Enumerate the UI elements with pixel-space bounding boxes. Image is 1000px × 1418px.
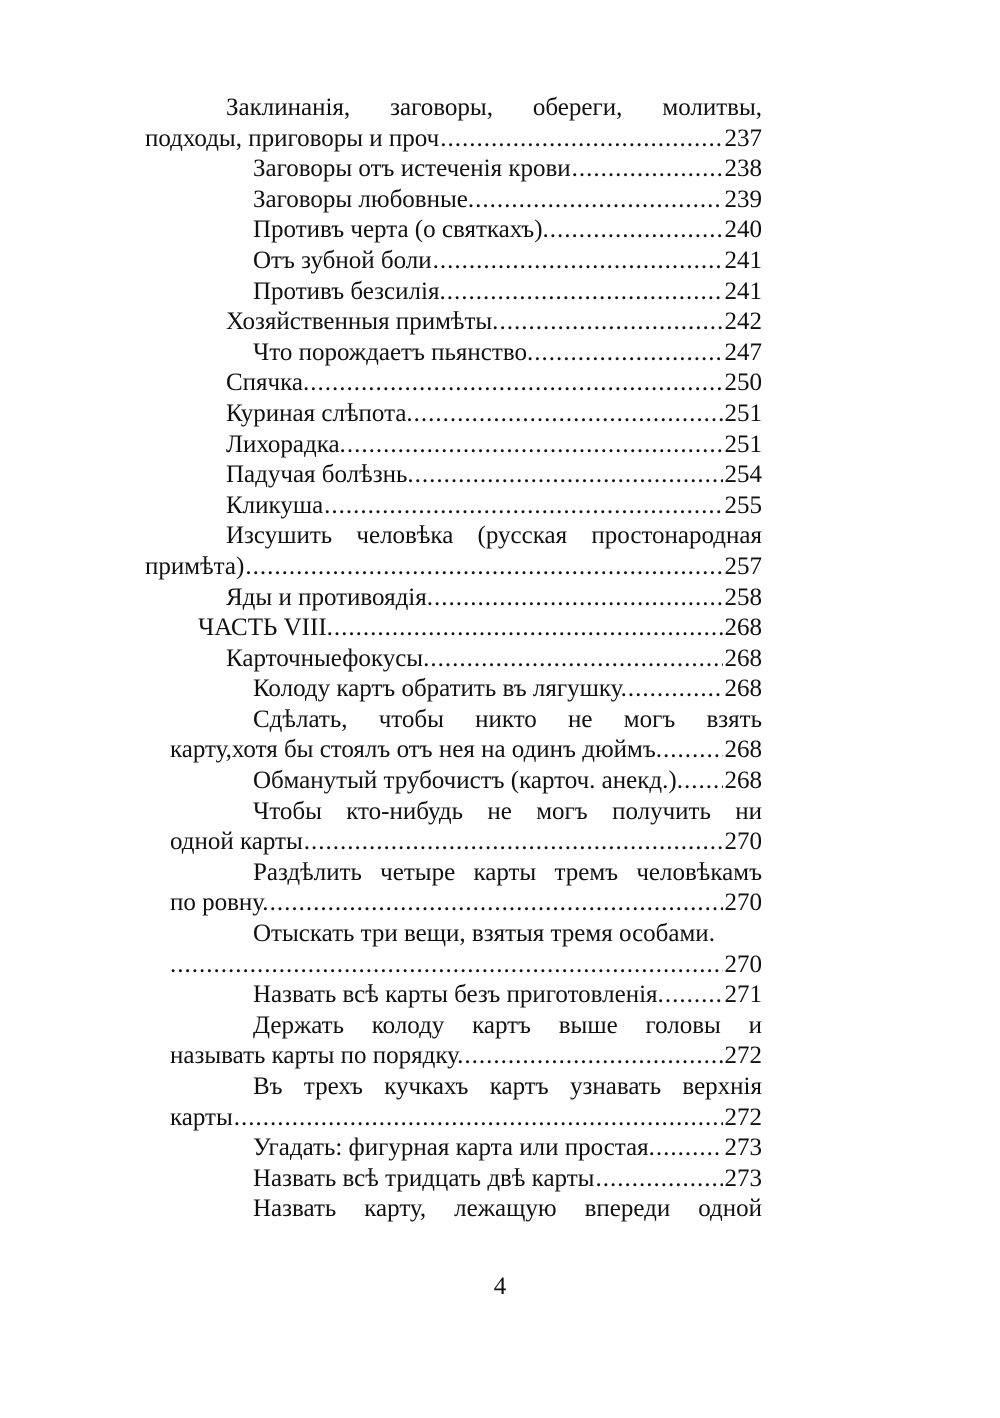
- dot-leader: [628, 674, 723, 704]
- dot-leader: [550, 215, 723, 245]
- toc-line: [0, 93, 1000, 124]
- toc-page-number: 271: [724, 981, 762, 1009]
- toc-entry-text: Сдѣлать, чтобы никто не могъ взять: [253, 705, 762, 733]
- toc-entry: [145, 124, 762, 154]
- toc-page-number: 250: [724, 369, 762, 397]
- toc-entry: [226, 644, 762, 674]
- toc-page-number: 242: [724, 308, 762, 336]
- toc-entry-text: Обманутый трубочистъ (карточ. анекд.).: [253, 767, 683, 795]
- toc-page-number: 251: [724, 399, 762, 427]
- toc-page-number: 238: [724, 155, 762, 183]
- toc-page-number: 240: [724, 216, 762, 244]
- dot-leader: [270, 888, 723, 918]
- toc-page-number: 268: [724, 614, 762, 642]
- toc-line: [0, 307, 1000, 338]
- toc-entry-text: Хозяйственныя примѣты.: [226, 308, 499, 336]
- toc-entry-text: Назвать карту, лежащую впереди одной: [253, 1195, 762, 1223]
- toc-entry: [226, 460, 762, 490]
- toc-line: [0, 124, 1000, 155]
- toc-line: [0, 1194, 1000, 1225]
- dot-leader: [595, 1164, 722, 1194]
- toc-line: [0, 1164, 1000, 1195]
- toc-page-number: 251: [724, 430, 762, 458]
- toc-page-number: 270: [724, 950, 762, 978]
- toc-line: [0, 980, 1000, 1011]
- toc-entry-text: примѣта): [145, 552, 245, 580]
- toc-entry: [226, 307, 762, 337]
- toc-line: [0, 583, 1000, 614]
- toc-entry-text: Лихорадка.: [226, 430, 346, 458]
- toc-entry-text: Карточныефокусы.: [226, 644, 430, 672]
- toc-entry: [170, 735, 762, 765]
- toc-page-number: 241: [724, 277, 762, 305]
- toc-page-number: 237: [724, 124, 762, 152]
- toc-line: [0, 399, 1000, 430]
- toc-line: [0, 215, 1000, 246]
- toc-entry-text: Противъ безсилія.: [253, 277, 446, 305]
- toc-line: [0, 368, 1000, 399]
- dot-leader: [434, 583, 723, 613]
- toc-line: [0, 1011, 1000, 1042]
- toc-entry-text: называть карты по порядку.: [170, 1042, 464, 1070]
- dot-leader: [414, 399, 723, 429]
- toc-line: [0, 858, 1000, 889]
- toc-entry: [253, 674, 762, 704]
- toc-entry: [226, 399, 762, 429]
- toc-line: [0, 1072, 1000, 1103]
- toc-entry-text: по ровну.: [170, 889, 269, 917]
- toc-entry-text: Раздѣлить четыре карты тремъ человѣкамъ: [253, 858, 762, 886]
- toc-entry-text: Колоду картъ обратить въ лягушку.: [253, 675, 627, 703]
- toc-entry-text: Назвать всѣ карты безъ приготовленія.: [253, 981, 664, 1009]
- toc-page-number: 268: [724, 675, 762, 703]
- toc-entry: [226, 430, 762, 460]
- toc-line: [0, 827, 1000, 858]
- toc-entry: [253, 277, 762, 307]
- toc-line: [0, 1041, 1000, 1072]
- toc-entry: [253, 980, 762, 1010]
- toc-entry: [226, 491, 762, 521]
- dot-leader: [334, 613, 723, 643]
- toc-entry: [253, 766, 762, 796]
- toc-page-number: 272: [724, 1103, 762, 1131]
- dot-leader: [665, 980, 723, 1010]
- toc-line: [0, 552, 1000, 583]
- toc-entry: [253, 338, 762, 368]
- toc-line: [0, 674, 1000, 705]
- toc-page-number: 273: [724, 1134, 762, 1162]
- toc-entry-text: одной карты: [170, 828, 303, 856]
- toc-page-number: 268: [724, 767, 762, 795]
- toc-entry: [253, 246, 762, 276]
- toc-entry-text: Чтобы кто-нибудь не могъ получить ни: [253, 797, 762, 825]
- toc-line: [0, 950, 1000, 981]
- toc-page-number: 270: [724, 889, 762, 917]
- dot-leader: [310, 368, 722, 398]
- dot-leader: [234, 1103, 723, 1133]
- toc-line: [0, 735, 1000, 766]
- toc-entry-text: Заговоры любовные.: [253, 185, 475, 213]
- toc-page-number: 255: [724, 491, 762, 519]
- toc-entry: [253, 185, 762, 215]
- toc-entry-text: Назвать всѣ тридцать двѣ карты: [253, 1164, 595, 1192]
- toc-entry-text: Заговоры отъ истеченія крови: [253, 155, 571, 183]
- toc-entry: [253, 154, 762, 184]
- toc-entry-text: Кликуша: [226, 491, 324, 519]
- toc-entry-text: Изсушить человѣка (русская простонародная: [226, 522, 762, 550]
- toc-entry: [170, 888, 762, 918]
- toc-page-number: 254: [724, 461, 762, 489]
- toc-entry: [253, 1133, 762, 1163]
- dot-leader: [304, 827, 723, 857]
- toc-page-number: 273: [724, 1164, 762, 1192]
- toc-line: [0, 613, 1000, 644]
- dot-leader: [499, 307, 722, 337]
- toc-entry: [198, 613, 762, 643]
- dot-leader: [684, 766, 723, 796]
- toc-entry-text: карту,хотя бы стоялъ отъ нея на одинъ дюймъ.: [170, 736, 663, 764]
- toc-entry-text: Яды и противоядія.: [226, 583, 433, 611]
- dot-leader: [433, 246, 723, 276]
- dot-leader: [170, 950, 723, 980]
- toc-entry-text: Отъ зубной боли: [253, 246, 432, 274]
- toc-line: [0, 491, 1000, 522]
- page-number: 4: [493, 1273, 507, 1300]
- toc-entry-text: Заклинанія, заговоры, обереги, молитвы,: [226, 94, 762, 121]
- toc-line: [0, 430, 1000, 461]
- dot-leader: [245, 552, 722, 582]
- toc-line: [0, 766, 1000, 797]
- toc-page-number: 272: [724, 1042, 762, 1070]
- toc-line: [0, 919, 1000, 950]
- dot-leader: [347, 430, 723, 460]
- toc-entry: [253, 215, 762, 245]
- toc-line: [0, 705, 1000, 736]
- toc-entry: [253, 919, 715, 949]
- toc-line: [0, 154, 1000, 185]
- table-of-contents: [0, 93, 1000, 1225]
- toc-line: [0, 1103, 1000, 1134]
- toc-page-number: 258: [724, 583, 762, 611]
- toc-line: [0, 797, 1000, 828]
- toc-entry: [226, 368, 762, 398]
- toc-page-number: 257: [724, 552, 762, 580]
- toc-entry-text: Куриная слѣпота.: [226, 399, 413, 427]
- dot-leader: [475, 185, 722, 215]
- toc-entry-text: Спячка.: [226, 369, 310, 397]
- toc-entry: [170, 1103, 762, 1133]
- dot-leader: [440, 124, 722, 154]
- toc-entry-text: Держать колоду картъ выше головы и: [253, 1011, 762, 1039]
- toc-entry: [170, 950, 762, 980]
- dot-leader: [324, 491, 722, 521]
- toc-line: [0, 338, 1000, 369]
- toc-entry-text: Угадать: фигурная карта или простая.: [253, 1134, 655, 1162]
- toc-page-number: 239: [724, 185, 762, 213]
- toc-page-number: 268: [724, 644, 762, 672]
- toc-line: [0, 460, 1000, 491]
- toc-page-number: 268: [724, 736, 762, 764]
- dot-leader: [663, 735, 722, 765]
- toc-entry: [145, 552, 762, 582]
- toc-entry: [253, 1164, 762, 1194]
- toc-entry: [170, 827, 762, 857]
- toc-entry-text: подходы, приговоры и проч: [145, 124, 440, 152]
- toc-entry: [170, 1041, 762, 1071]
- toc-entry-text: Отыскать три вещи, взятыя тремя особами.: [253, 920, 715, 948]
- dot-leader: [534, 338, 722, 368]
- toc-entry-text: ЧАСТЬ VIII.: [198, 614, 333, 642]
- toc-line: [0, 644, 1000, 675]
- dot-leader: [447, 277, 723, 307]
- toc-line: [0, 246, 1000, 277]
- toc-line: [0, 1133, 1000, 1164]
- dot-leader: [572, 154, 723, 184]
- toc-page-number: 241: [724, 246, 762, 274]
- toc-page-number: 270: [724, 828, 762, 856]
- toc-entry-text: карты: [170, 1103, 233, 1131]
- toc-line: [0, 185, 1000, 216]
- toc-line: [0, 277, 1000, 308]
- toc-entry-text: Падучая болѣзнь.: [226, 461, 414, 489]
- toc-page-number: 247: [724, 338, 762, 366]
- toc-line: [0, 521, 1000, 552]
- dot-leader: [464, 1041, 722, 1071]
- dot-leader: [656, 1133, 723, 1163]
- toc-entry: [226, 583, 762, 613]
- dot-leader: [430, 644, 722, 674]
- toc-entry-text: Въ трехъ кучкахъ картъ узнавать верхнія: [253, 1073, 762, 1100]
- toc-entry-text: Противъ черта (о святкахъ).: [253, 216, 549, 244]
- toc-line: [0, 888, 1000, 919]
- toc-entry-text: Что порождаетъ пьянство.: [253, 338, 534, 366]
- dot-leader: [415, 460, 723, 490]
